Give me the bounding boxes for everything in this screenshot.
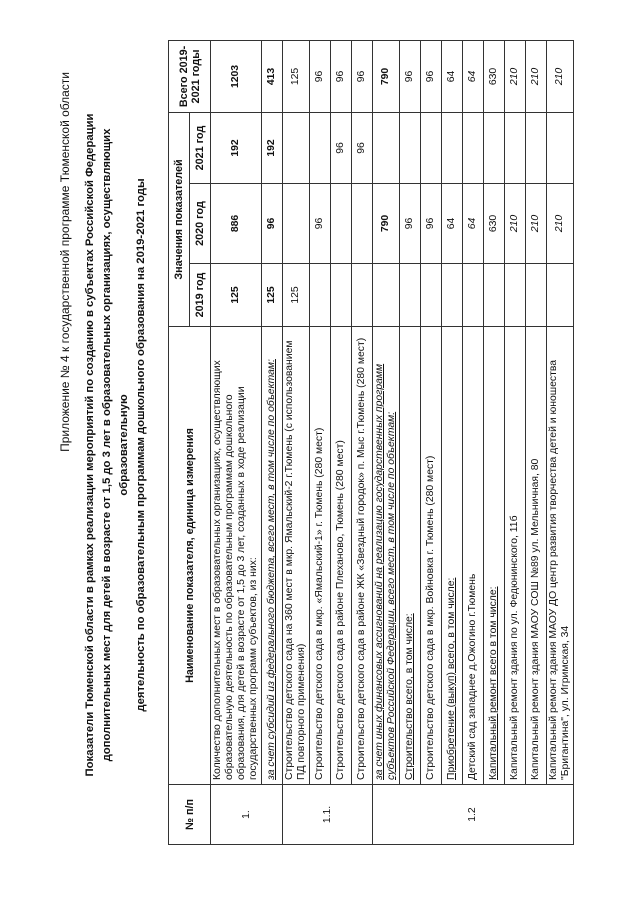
value-y2020: 886 bbox=[211, 184, 262, 264]
table-row bbox=[421, 40, 442, 844]
table-body bbox=[211, 40, 574, 844]
value-total: 630 bbox=[484, 40, 505, 112]
value-y2020: 96 bbox=[262, 184, 283, 264]
value-y2020: 790 bbox=[373, 184, 400, 264]
value-y2019 bbox=[373, 264, 400, 327]
value-y2021 bbox=[400, 112, 421, 183]
header-2021: 2021 год bbox=[190, 112, 211, 183]
row-name: Строительство детского сада в мкр. «Ямальский-1» г. Тюмень (280 мест) bbox=[310, 327, 331, 785]
row-name: Строительство детского сада на 360 мест в мкр. Ямальский-2 г.Тюмень (с использованием ПД повторного применения) bbox=[283, 327, 310, 785]
value-y2019 bbox=[331, 264, 352, 327]
value-y2020: 630 bbox=[484, 184, 505, 264]
table-row bbox=[547, 40, 574, 844]
row-number: 1. bbox=[211, 785, 283, 845]
value-y2021 bbox=[526, 112, 547, 183]
appendix-note: Приложение № 4 к государственной программе Тюменской области bbox=[58, 72, 72, 452]
value-y2020: 210 bbox=[526, 184, 547, 264]
row-name: Строительство детского сада в районе ЖК «Звездный городок» п. Мыс г.Тюмень (280 мест) bbox=[352, 327, 373, 785]
value-total: 125 bbox=[283, 40, 310, 112]
value-total: 64 bbox=[463, 40, 484, 112]
indicators-table bbox=[168, 40, 574, 845]
value-y2021 bbox=[547, 112, 574, 183]
table-row bbox=[310, 40, 331, 844]
header-values: Значения показателей bbox=[169, 112, 190, 326]
row-name: Приобретение (выкуп) всего, в том числе: bbox=[442, 327, 463, 785]
value-y2021 bbox=[505, 112, 526, 183]
value-y2019 bbox=[421, 264, 442, 327]
table-row bbox=[400, 40, 421, 844]
row-name: Капитальный ремонт здания по ул. Федюнинского, 11б bbox=[505, 327, 526, 785]
table-row bbox=[331, 40, 352, 844]
table-row bbox=[373, 40, 400, 844]
value-y2020 bbox=[331, 184, 352, 264]
table-row bbox=[526, 40, 547, 844]
title-line-3: деятельность по образовательным программам дошкольного образования на 2019-2021 годы bbox=[135, 178, 147, 712]
value-total: 790 bbox=[373, 40, 400, 112]
value-y2020: 210 bbox=[505, 184, 526, 264]
value-total: 96 bbox=[310, 40, 331, 112]
value-y2019: 125 bbox=[262, 264, 283, 327]
header-num: № п/п bbox=[169, 785, 211, 845]
row-name: Количество дополнительных мест в образовательных организациях, осуществляющих образовательную деятельность по образовательным программам дошкольного образования, для детей в возрасте от 1,5 до 3 лет, созданных в ходе реализации государственных программ субъектов, из них: bbox=[211, 327, 262, 785]
table-row bbox=[283, 40, 310, 844]
value-total: 64 bbox=[442, 40, 463, 112]
title-line-1: Показатели Тюменской области в рамках реализации мероприятий по созданию в субъектах Российской Федерации bbox=[84, 113, 96, 777]
value-y2021 bbox=[373, 112, 400, 183]
value-y2020: 96 bbox=[421, 184, 442, 264]
value-y2020 bbox=[352, 184, 373, 264]
value-y2020: 210 bbox=[547, 184, 574, 264]
table-row bbox=[442, 40, 463, 844]
value-y2021 bbox=[310, 112, 331, 183]
table-row bbox=[505, 40, 526, 844]
value-y2020 bbox=[283, 184, 310, 264]
row-name: Капитальный ремонт всего в том числе: bbox=[484, 327, 505, 785]
value-y2019 bbox=[484, 264, 505, 327]
document-title bbox=[82, 95, 150, 795]
value-y2019 bbox=[310, 264, 331, 327]
table-row bbox=[352, 40, 373, 844]
row-number: 1.2 bbox=[373, 785, 574, 845]
value-total: 210 bbox=[526, 40, 547, 112]
value-total: 96 bbox=[352, 40, 373, 112]
value-y2021 bbox=[463, 112, 484, 183]
row-number: 1.1. bbox=[283, 785, 373, 845]
value-y2020: 96 bbox=[310, 184, 331, 264]
value-y2019 bbox=[526, 264, 547, 327]
row-name: за счет субсидий из федерального бюджета, всего мест, в том числе по объектам: bbox=[262, 327, 283, 785]
table-row bbox=[484, 40, 505, 844]
table-row bbox=[262, 40, 283, 844]
header-name: Наименование показателя, единица измерения bbox=[169, 327, 211, 785]
table-row bbox=[211, 40, 262, 844]
value-y2021: 96 bbox=[331, 112, 352, 183]
value-y2019 bbox=[400, 264, 421, 327]
value-total: 413 bbox=[262, 40, 283, 112]
value-y2021: 96 bbox=[352, 112, 373, 183]
value-y2020: 64 bbox=[442, 184, 463, 264]
value-total: 210 bbox=[505, 40, 526, 112]
value-total: 210 bbox=[547, 40, 574, 112]
title-line-2: дополнительных мест для детей в возрасте от 1,5 до 3 лет в образовательных организациях, осуществляющих образовательную bbox=[101, 128, 130, 762]
value-y2021 bbox=[283, 112, 310, 183]
value-y2021: 192 bbox=[262, 112, 283, 183]
value-y2020: 64 bbox=[463, 184, 484, 264]
value-y2020: 96 bbox=[400, 184, 421, 264]
value-total: 1203 bbox=[211, 40, 262, 112]
value-y2019: 125 bbox=[211, 264, 262, 327]
row-name: Капитальный ремонт здания МАОУ ДО центр развития творчества детей и юношества "Бригантина", ул. Игримская, 34 bbox=[547, 327, 574, 785]
row-name: Строительство всего, в том числе: bbox=[400, 327, 421, 785]
value-y2021 bbox=[484, 112, 505, 183]
value-y2021: 192 bbox=[211, 112, 262, 183]
value-y2019 bbox=[505, 264, 526, 327]
header-2019: 2019 год bbox=[190, 264, 211, 327]
value-total: 96 bbox=[421, 40, 442, 112]
table-row bbox=[463, 40, 484, 844]
value-total: 96 bbox=[400, 40, 421, 112]
value-total: 96 bbox=[331, 40, 352, 112]
header-2020: 2020 год bbox=[190, 184, 211, 264]
row-name: Капитальный ремонт здания МАОУ СОШ №89 ул. Мельничная, 80 bbox=[526, 327, 547, 785]
row-name: за счет иных финансовых ассигнований на реализацию государственных программ субъектов Российской Федерации, всего мест, в том числе по объектам: bbox=[373, 327, 400, 785]
row-name: Детский сад западнее д.Ожогино г.Тюмень bbox=[463, 327, 484, 785]
header-total: Всего 2019-2021 годы bbox=[169, 40, 211, 112]
value-y2019: 125 bbox=[283, 264, 310, 327]
row-name: Строительство детского сада в мкр. Войновка г. Тюмень (280 мест) bbox=[421, 327, 442, 785]
value-y2019 bbox=[442, 264, 463, 327]
row-name: Строительство детского сада в районе Плеханово, Тюмень (280 мест) bbox=[331, 327, 352, 785]
value-y2021 bbox=[442, 112, 463, 183]
value-y2019 bbox=[352, 264, 373, 327]
value-y2019 bbox=[463, 264, 484, 327]
value-y2019 bbox=[547, 264, 574, 327]
value-y2021 bbox=[421, 112, 442, 183]
